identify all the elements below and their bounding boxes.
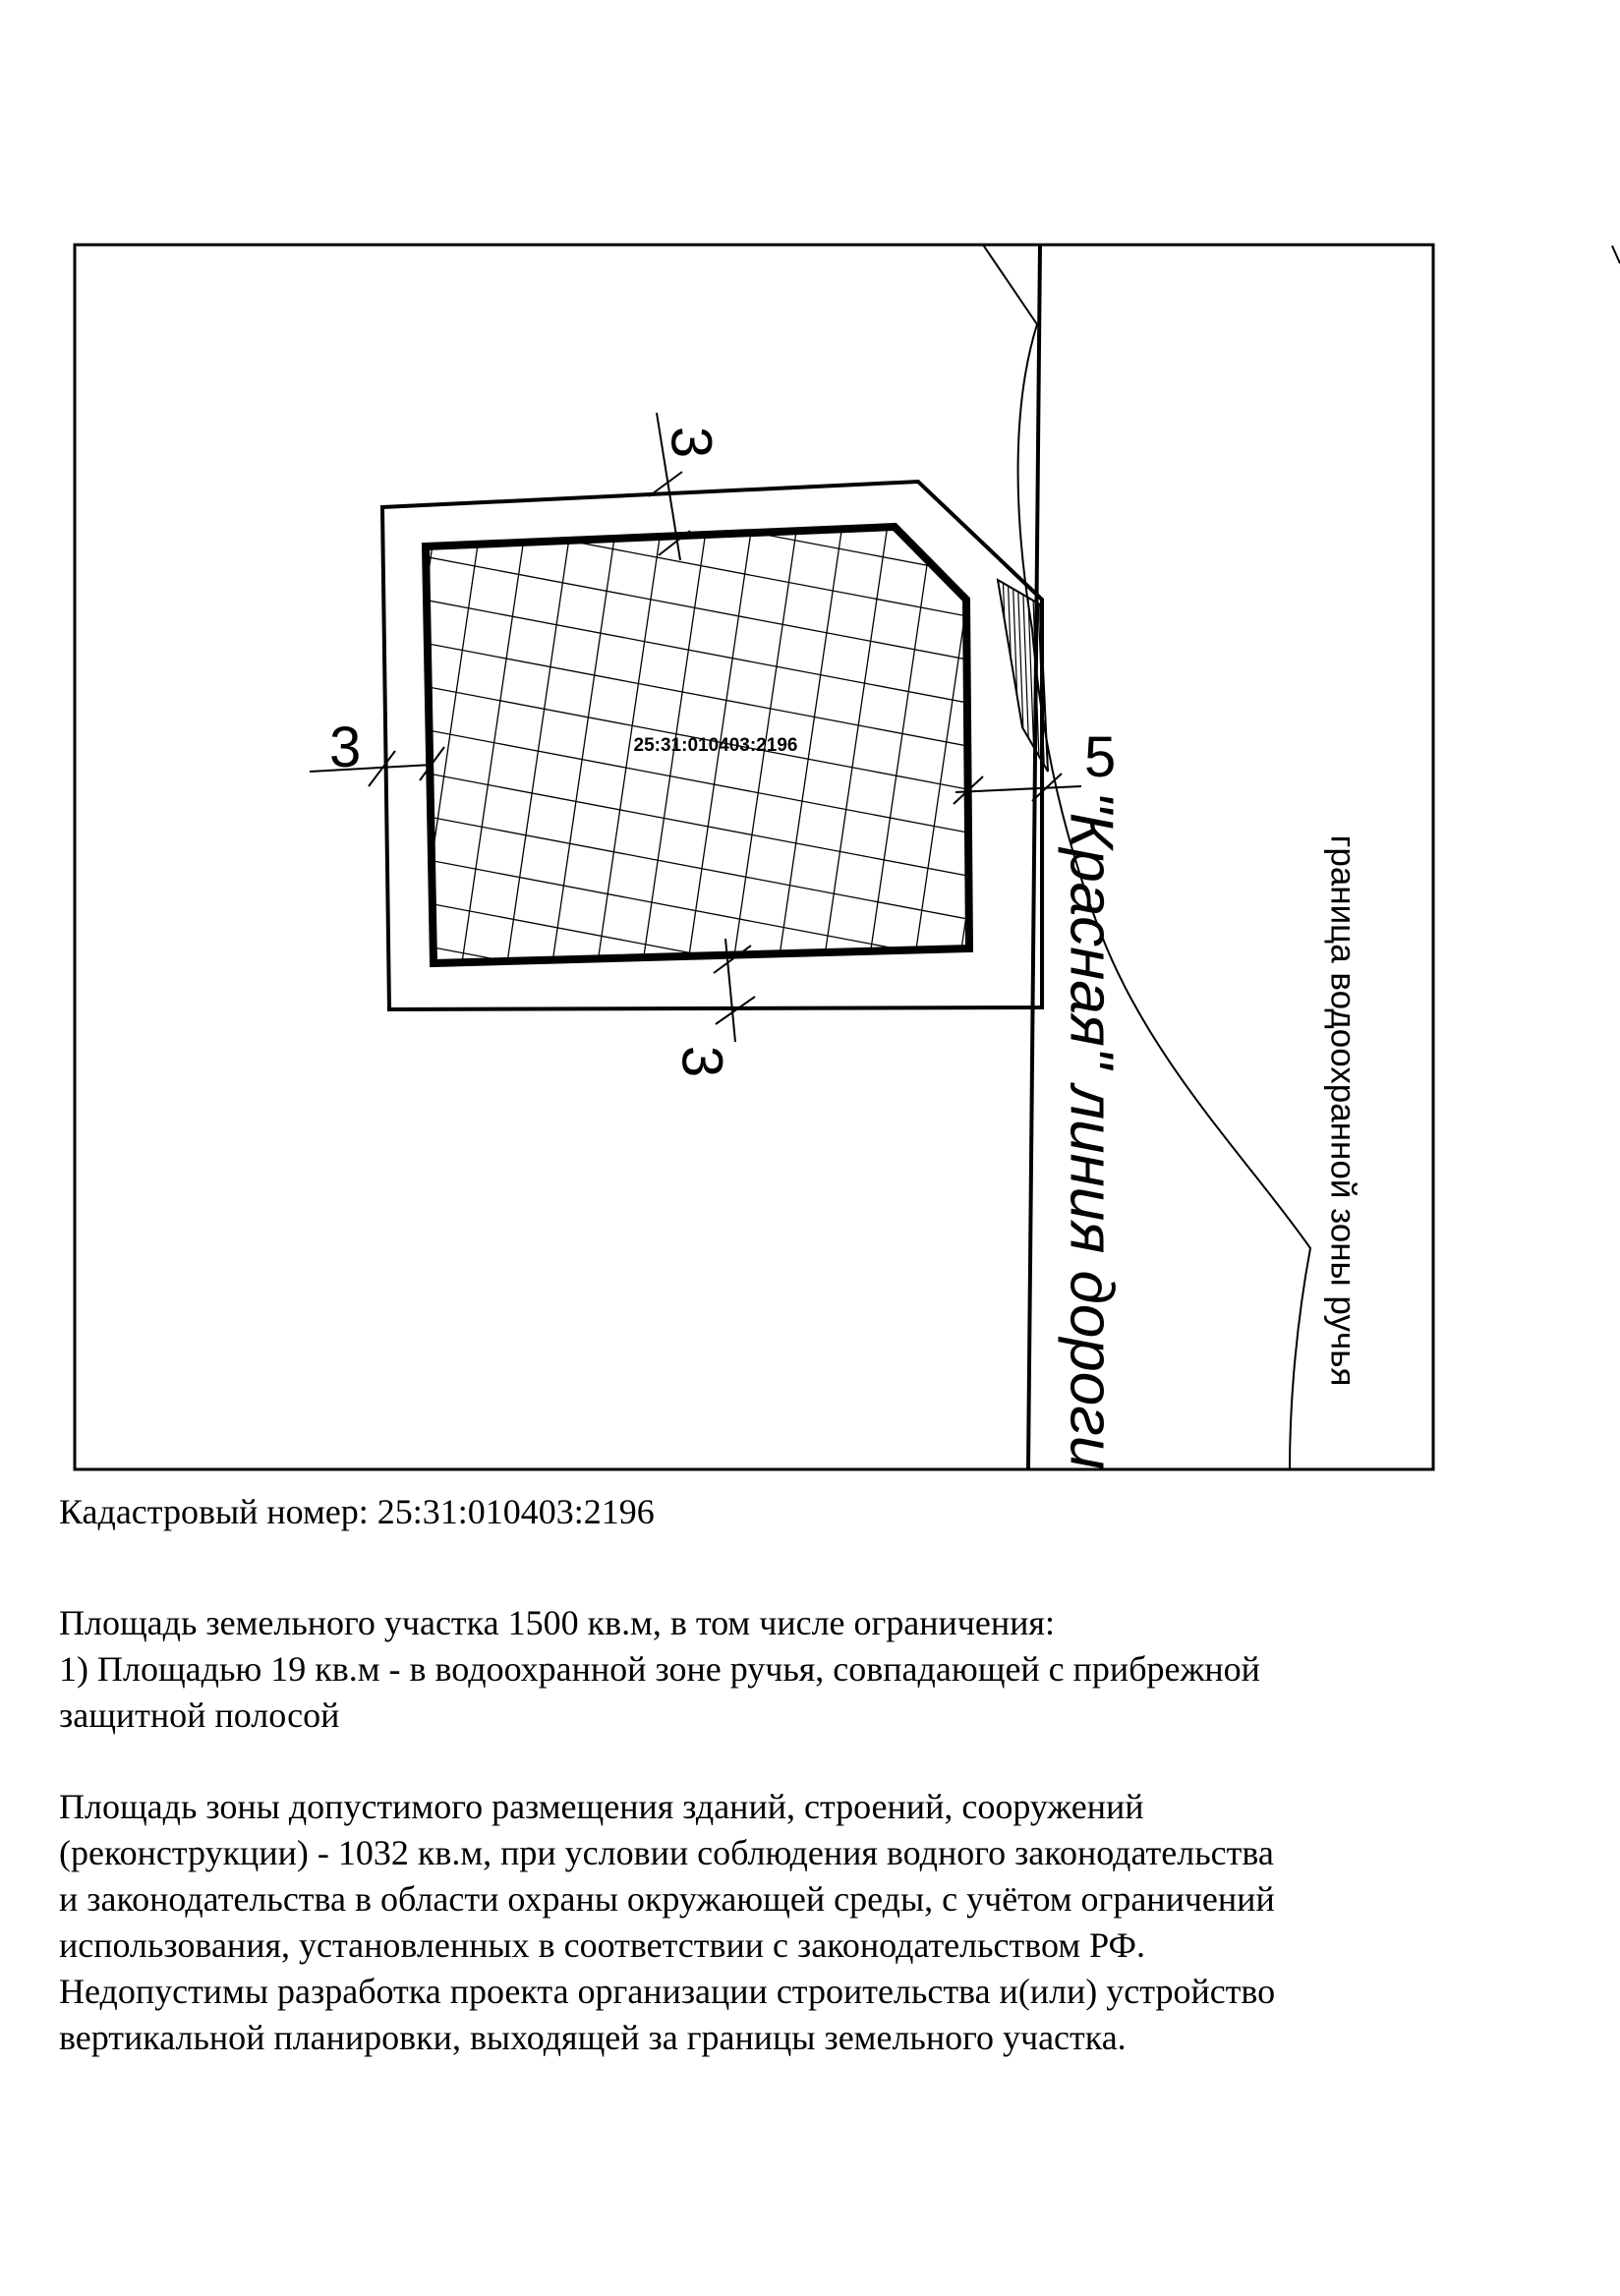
setback-bottom-label: 3 xyxy=(669,1045,734,1078)
area-line-2: 1) Площадью 19 кв.м - в водоохранной зоне ручья, совпадающей с прибрежной xyxy=(59,1649,1260,1689)
setback-right-label: 5 xyxy=(1084,725,1117,789)
road-red-line xyxy=(1028,245,1040,1469)
zone-line-2: (реконструкции) - 1032 кв.м, при условии соблюдения водного законодательства xyxy=(59,1833,1274,1872)
cadastral-section xyxy=(59,1489,1592,1535)
road-red-line-label: "Красная" линия дороги xyxy=(1057,790,1126,1470)
map-frame xyxy=(75,245,1433,1469)
setback-left-label: 3 xyxy=(329,716,362,779)
parcel-number-label: 25:31:010403:2196 xyxy=(633,735,798,756)
cadastral-number-text: Кадастровый номер: 25:31:010403:2196 xyxy=(59,1492,655,1531)
setback-top-label: 3 xyxy=(659,426,723,459)
zone-line-4: использования, установленных в соответствии с законодательством РФ. xyxy=(59,1925,1145,1965)
buildable-zone-section xyxy=(59,1784,1592,2061)
zone-line-5: Недопустимы разработка проекта организации строительства и(или) устройство xyxy=(59,1972,1276,2011)
water-zone-boundary-label: граница водоохранной зоны ручья xyxy=(1323,834,1362,1387)
area-line-3: защитной полосой xyxy=(59,1695,340,1735)
map-corner-tick xyxy=(1612,246,1620,263)
zone-line-3: и законодательства в области охраны окружающей среды, с учётом ограничений xyxy=(59,1879,1275,1919)
area-line-1: Площадь земельного участка 1500 кв.м, в том числе ограничения: xyxy=(59,1603,1055,1642)
stream-zone-boundary xyxy=(983,245,1310,1469)
zone-line-6: вертикальной планировки, выходящей за границы земельного участка. xyxy=(59,2018,1127,2057)
zone-line-1: Площадь зоны допустимого размещения зданий, строений, сооружений xyxy=(59,1787,1144,1826)
area-section xyxy=(59,1600,1592,1739)
buildable-zone-grid xyxy=(97,338,1025,1181)
